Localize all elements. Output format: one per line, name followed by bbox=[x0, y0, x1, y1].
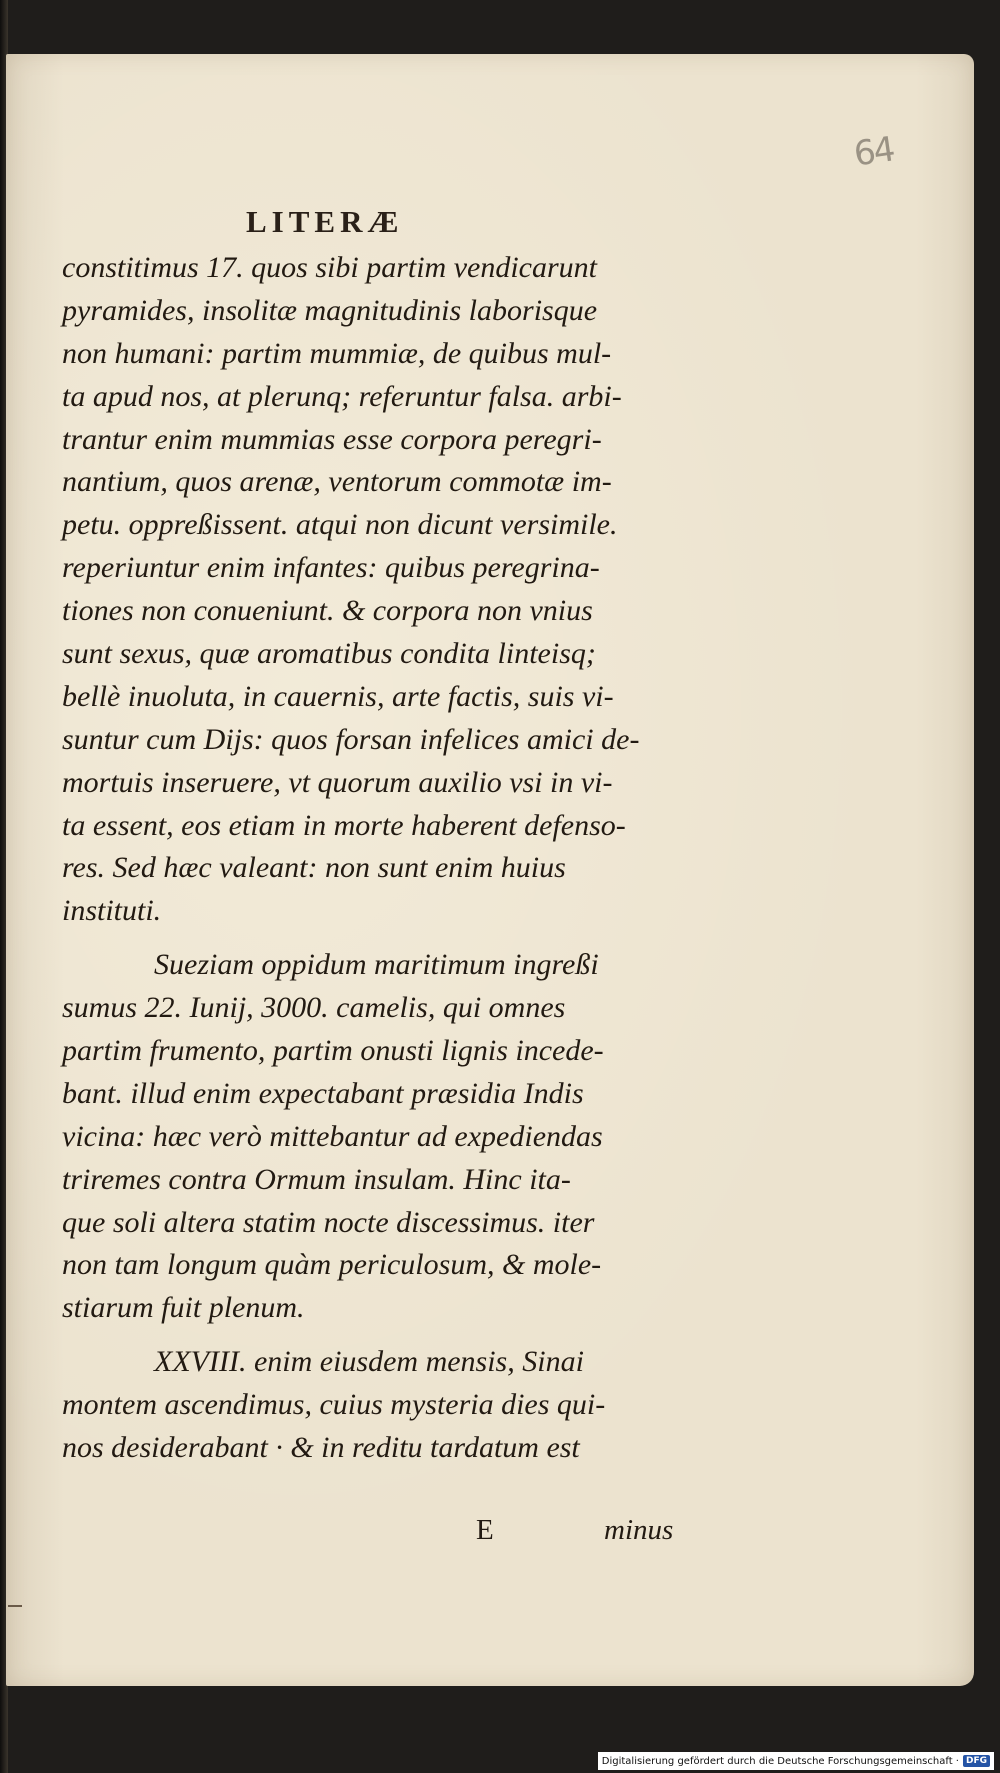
text-line: ta essent, eos etiam in morte haberent defenso- bbox=[62, 808, 626, 842]
text-line: reperiuntur enim infantes: quibus peregrina- bbox=[62, 551, 600, 585]
margin-mark bbox=[8, 1605, 22, 1607]
text-line: non humani: partim mummiæ, de quibus mul- bbox=[62, 336, 612, 370]
folio-number: 64 bbox=[851, 129, 896, 175]
text-block bbox=[62, 247, 722, 1470]
book-page bbox=[6, 54, 974, 1686]
text-line: constitimus 17. quos sibi partim vendicarunt bbox=[62, 251, 597, 284]
dfg-logo: DFG bbox=[963, 1755, 990, 1767]
text-line: sunt sexus, quæ aromatibus condita linteisq; bbox=[62, 637, 596, 671]
text-line: suntur cum Dijs: quos forsan infelices amici de- bbox=[62, 722, 640, 756]
text-line: que soli altera statim nocte discessimus. iter bbox=[62, 1205, 595, 1239]
catchword: minus bbox=[604, 1514, 674, 1546]
paragraph-start-line: XXVIII. enim eiusdem mensis, Sinai bbox=[154, 1345, 584, 1379]
text-line: ta apud nos, at plerunq; referuntur falsa. arbi- bbox=[62, 379, 622, 413]
text-line: sumus 22. Iunij, 3000. camelis, qui omnes bbox=[62, 991, 566, 1025]
digitization-credit bbox=[598, 1752, 994, 1770]
text-line: mortuis inseruere, vt quorum auxilio vsi in vi- bbox=[62, 765, 613, 799]
text-line: non tam longum quàm periculosum, & mole- bbox=[62, 1248, 602, 1282]
text-line: stiarum fuit plenum. bbox=[62, 1291, 305, 1325]
text-line: partim frumento, partim onusti lignis incede- bbox=[62, 1034, 604, 1068]
text-line: petu. oppreßissent. atqui non dicunt versimile. bbox=[62, 508, 618, 542]
text-line: bant. illud enim expectabant præsidia Indis bbox=[62, 1076, 584, 1110]
text-line: res. Sed hæc valeant: non sunt enim huius bbox=[62, 851, 566, 885]
text-line: trantur enim mummias esse corpora peregri- bbox=[62, 422, 602, 456]
text-line: tiones non conueniunt. & corpora non vnius bbox=[62, 594, 593, 628]
text-line: pyramides, insolitæ magnitudinis laborisque bbox=[62, 293, 598, 327]
text-line: bellè inuoluta, in cauernis, arte factis, suis vi- bbox=[62, 679, 614, 713]
credit-text: Digitalisierung gefördert durch die Deutsche Forschungsgemeinschaft · bbox=[601, 1755, 959, 1767]
text-line: vicina: hæc verò mittebantur ad expediendas bbox=[62, 1119, 603, 1153]
running-head: LITERÆ bbox=[246, 204, 404, 239]
text-line: nos desiderabant · & in reditu tardatum est bbox=[62, 1431, 580, 1465]
text-line: instituti. bbox=[62, 894, 162, 928]
signature-mark: E bbox=[476, 1514, 494, 1546]
text-line: montem ascendimus, cuius mysteria dies qui- bbox=[62, 1388, 606, 1422]
paragraph-start-line: Sueziam oppidum maritimum ingreßi bbox=[154, 948, 599, 982]
text-line: nantium, quos arenæ, ventorum commotæ im- bbox=[62, 465, 612, 499]
text-line: triremes contra Ormum insulam. Hinc ita- bbox=[62, 1162, 571, 1196]
